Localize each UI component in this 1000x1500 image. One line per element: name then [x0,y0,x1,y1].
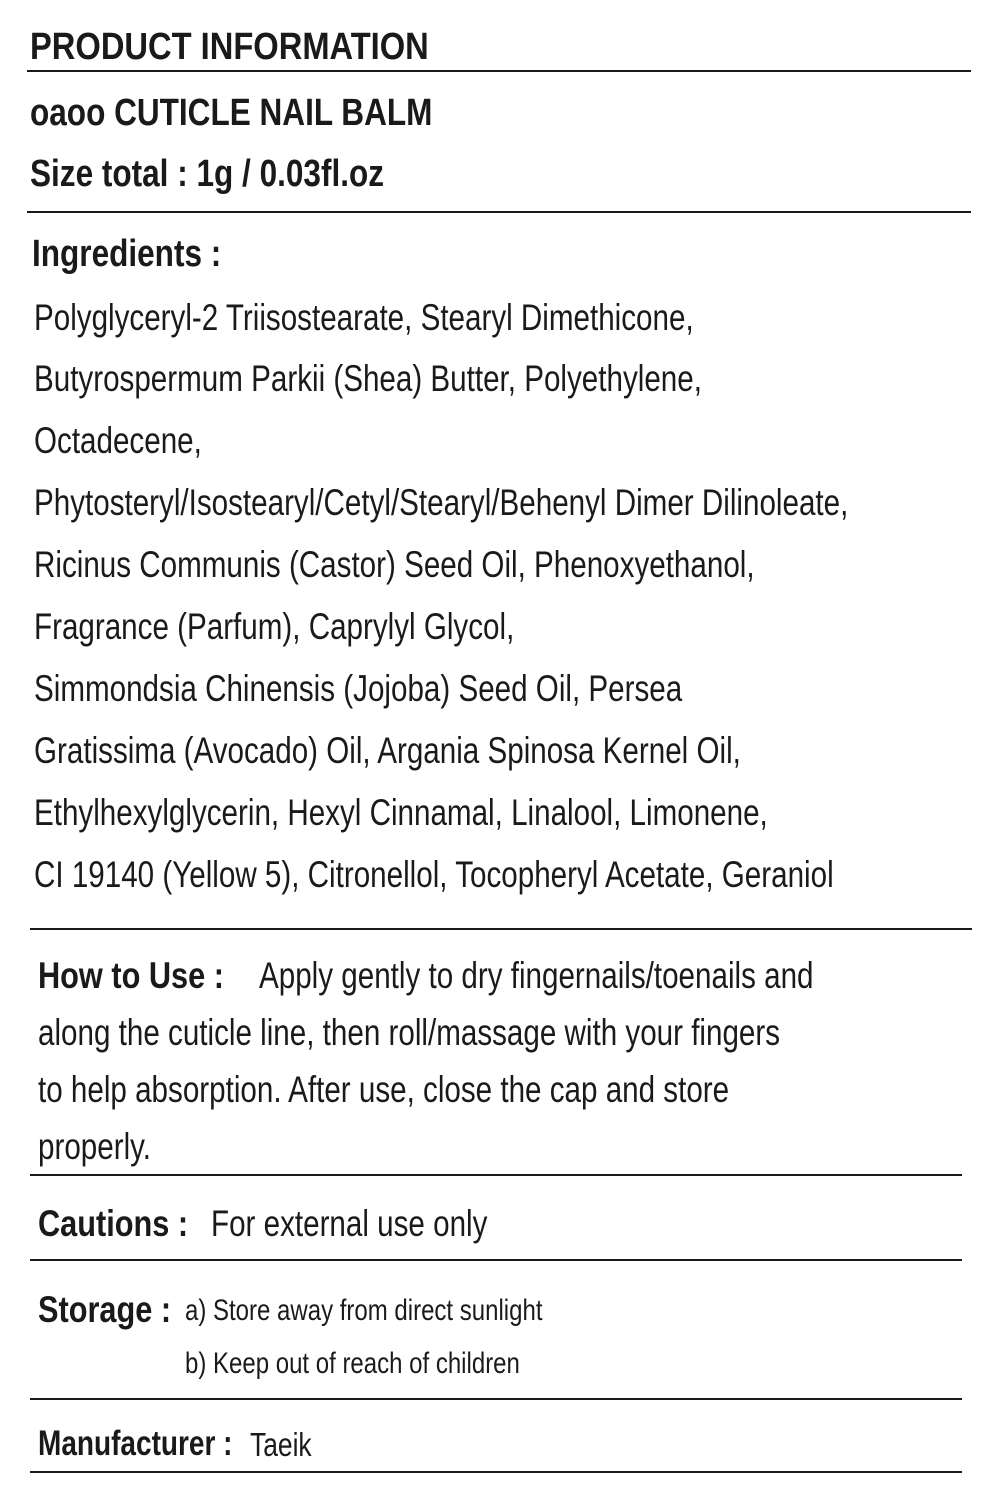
divider [27,70,971,72]
ingredient-line: Butyrospermum Parkii (Shea) Butter, Polyethylene, [34,358,702,399]
divider [30,1398,962,1400]
ingredient-line: CI 19140 (Yellow 5), Citronellol, Tocopheryl Acetate, Geraniol [34,854,834,895]
storage-label: Storage : [38,1289,172,1330]
ingredient-line: Octadecene, [34,420,202,461]
ingredient-line: Simmondsia Chinensis (Jojoba) Seed Oil, Persea [34,668,683,709]
cautions-label: Cautions : [38,1203,189,1244]
how-to-use-line: Apply gently to dry fingernails/toenails and [259,955,814,996]
ingredients-label: Ingredients : [32,233,222,275]
divider [30,928,972,930]
divider [30,1174,962,1176]
product-name: oaoo CUTICLE NAIL BALM [30,92,433,134]
product-size: Size total : 1g / 0.03fl.oz [30,153,385,195]
ingredient-line: Fragrance (Parfum), Caprylyl Glycol, [34,606,515,647]
manufacturer-label: Manufacturer : [38,1424,233,1463]
page-title: PRODUCT INFORMATION [30,26,429,68]
ingredient-line: Ethylhexylglycerin, Hexyl Cinnamal, Linalool, Limonene, [34,792,768,833]
divider [30,1471,962,1473]
divider [27,211,971,213]
ingredient-line: Phytosteryl/Isostearyl/Cetyl/Stearyl/Behenyl Dimer Dilinoleate, [34,482,849,523]
storage-item: a) Store away from direct sunlight [185,1294,543,1327]
how-to-use-line: to help absorption. After use, close the cap and store [38,1069,730,1110]
cautions-text: For external use only [211,1203,488,1244]
ingredient-line: Gratissima (Avocado) Oil, Argania Spinosa Kernel Oil, [34,730,741,771]
how-to-use-label: How to Use : [38,955,224,996]
ingredient-line: Ricinus Communis (Castor) Seed Oil, Phenoxyethanol, [34,544,755,585]
manufacturer-value: Taeik [250,1426,312,1463]
storage-item: b) Keep out of reach of children [185,1347,520,1380]
how-to-use-line: properly. [38,1126,151,1167]
ingredient-line: Polyglyceryl-2 Triisostearate, Stearyl Dimethicone, [34,297,694,338]
divider [30,1259,962,1261]
how-to-use-line: along the cuticle line, then roll/massage with your fingers [38,1012,781,1053]
